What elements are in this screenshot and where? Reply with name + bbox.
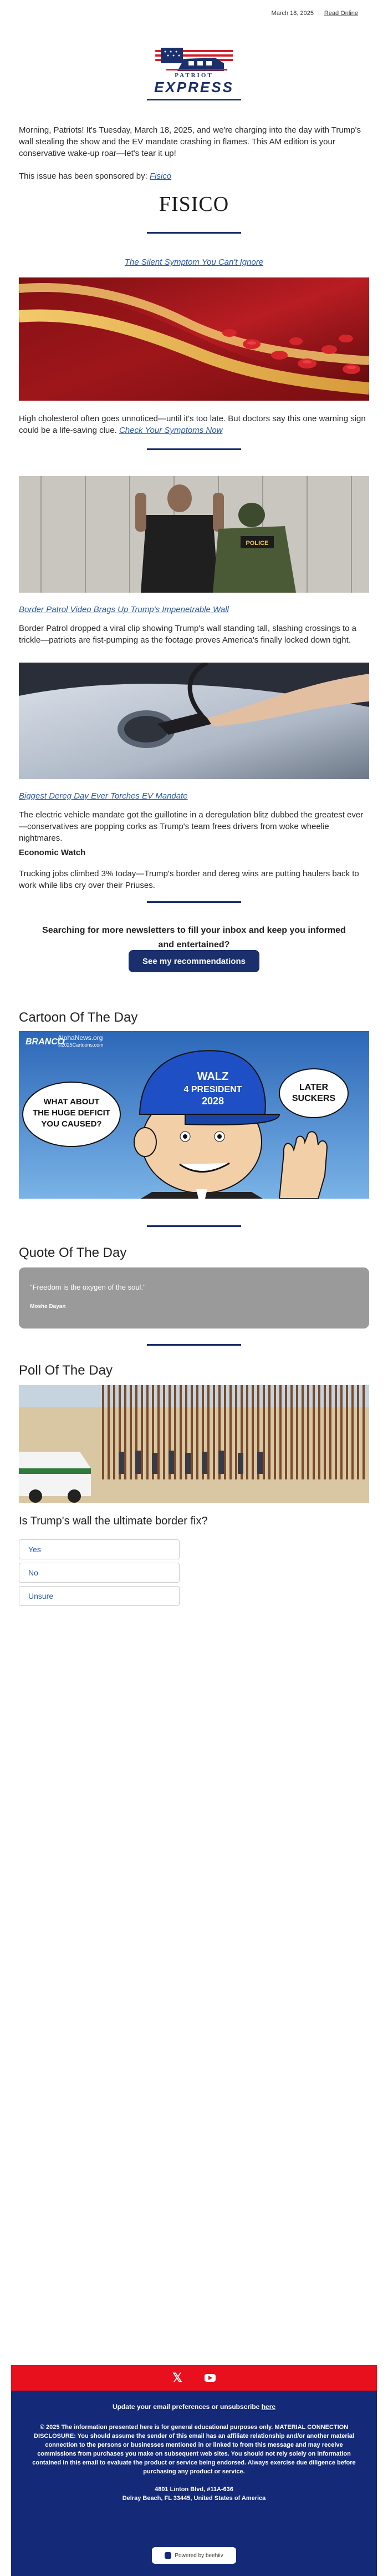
beehiiv-icon <box>165 2552 171 2559</box>
cartoon-heading: Cartoon Of The Day <box>19 1010 138 1025</box>
youtube-icon[interactable] <box>205 2374 216 2382</box>
divider <box>147 448 241 450</box>
divider <box>147 99 241 100</box>
poll-option-no[interactable]: No <box>19 1563 180 1583</box>
story1-title-link[interactable]: Border Patrol Video Brags Up Trump's Impenetrable Wall <box>19 605 229 614</box>
social-bar <box>11 2365 377 2391</box>
poll-heading: Poll Of The Day <box>19 1363 113 1378</box>
border-patrol-image[interactable] <box>19 476 369 593</box>
hat-line1: WALZ <box>197 1070 229 1083</box>
footer <box>11 2365 377 2576</box>
preferences-text: Update your email preferences or unsubscribe <box>112 2403 262 2411</box>
fisico-logo-text: FISICO <box>159 193 229 216</box>
recommendations-prompt: Searching for more newsletters to fill your inbox and keep you informed and entertained? <box>42 926 346 949</box>
poll-option-unsure[interactable]: Unsure <box>19 1586 180 1606</box>
logo-line1: PATRIOT <box>175 72 213 79</box>
see-recommendations-button[interactable]: See my recommendations <box>129 950 259 972</box>
read-online-link[interactable]: Read Online <box>324 10 358 17</box>
powered-by-text: Powered by beehiiv <box>175 2552 223 2559</box>
hat-line2: 4 PRESIDENT <box>183 1085 242 1094</box>
ad-headline-link[interactable]: The Silent Symptom You Can't Ignore <box>124 257 264 267</box>
intro-text: Morning, Patriots! It's Tuesday, March 18, 2025, and we're charging into the day with Trump's wall stealing the show and the EV mandate crashing in flames. This AM edition is your conservative wake-up roar—let's tear it up! <box>19 125 361 158</box>
fisico-logo[interactable] <box>159 192 229 216</box>
patriot-express-logo[interactable] <box>154 47 234 96</box>
poll-option-yes[interactable]: Yes <box>19 1539 180 1559</box>
police-badge-text: POLICE <box>246 540 269 547</box>
issue-date: March 18, 2025 <box>271 10 314 17</box>
divider <box>147 901 241 903</box>
sponsor-prefix: This issue has been sponsored by: <box>19 171 150 181</box>
quote-author: Moshe Dayan <box>30 1304 66 1310</box>
train-flag-icon <box>155 47 233 72</box>
cartoon-image[interactable] <box>19 1031 369 1199</box>
divider <box>147 232 241 234</box>
quote-heading: Quote Of The Day <box>19 1245 127 1260</box>
top-bar <box>17 0 371 27</box>
quote-box <box>19 1267 369 1329</box>
svg-text:YOU CAUSED?: YOU CAUSED? <box>41 1119 102 1129</box>
story2-body: The electric vehicle mandate got the guillotine in a deregulation blitz dubbed the greatest ever—conservatives are popping corks as Trump's team frees drivers from woke wheelie nightmares. <box>19 810 364 843</box>
svg-text:LATER: LATER <box>299 1083 329 1092</box>
hat-line3: 2028 <box>201 1095 224 1107</box>
border-wall-image[interactable] <box>19 1385 369 1503</box>
legal-disclosure: © 2025 The information presented here is for general educational purposes only. MATERIAL CONNECTION DISCLOSURE: You should assume the sender of this email has an affiliate relationship and/or another material connection to the persons or businesses mentioned in or linked to from this message and may receive commissions from purchases you make on subsequent web sites. You should not rely solely on information contained in this email to evaluate the product or service being endorsed. Always exercise due diligence before purchasing any product or service. <box>32 2424 356 2475</box>
divider <box>147 1344 241 1346</box>
cartoon-site1: AlphaNews.org <box>58 1034 103 1042</box>
logo-line2: EXPRESS <box>154 79 234 95</box>
story1-body: Border Patrol dropped a viral clip showing Trump's wall standing tall, slashing crossings to a trickle—patriots are fist-pumping as the footage proves America's finally locked down tight. <box>19 624 356 645</box>
unsubscribe-link[interactable]: here <box>261 2403 276 2411</box>
svg-text:SUCKERS: SUCKERS <box>292 1094 336 1103</box>
quote-text: "Freedom is the oxygen of the soul." <box>30 1283 146 1291</box>
ad-body-text: High cholesterol often goes unnoticed—until it's too late. But doctors say this one warning sign could be a life-saving clue. <box>19 414 366 435</box>
sponsor-line <box>19 170 369 182</box>
sponsor-link[interactable]: Fisico <box>149 171 172 181</box>
svg-text:THE HUGE DEFICIT: THE HUGE DEFICIT <box>32 1108 111 1118</box>
cartoon-site2: ©2025Cartoons.com <box>58 1042 104 1048</box>
divider <box>147 1225 241 1227</box>
svg-text:WHAT ABOUT: WHAT ABOUT <box>43 1097 100 1107</box>
ad-body <box>19 413 369 436</box>
header-separator: | <box>318 10 320 17</box>
x-icon[interactable]: 𝕏 <box>172 2371 182 2385</box>
powered-by-beehiiv[interactable] <box>152 2547 236 2564</box>
economic-watch-heading: Economic Watch <box>19 848 86 857</box>
story2-title-link[interactable]: Biggest Dereg Day Ever Torches EV Mandate <box>19 791 188 801</box>
poll-question: Is Trump's wall the ultimate border fix? <box>19 1515 208 1527</box>
address-line1: 4801 Linton Blvd, #11A-636 <box>155 2486 233 2493</box>
economic-watch-body: Trucking jobs climbed 3% today—Trump's border and dereg wins are putting haulers back to work while libs cry over their Priuses. <box>19 869 359 890</box>
cholesterol-artery-image[interactable] <box>19 277 369 401</box>
ev-charging-image[interactable] <box>19 663 369 779</box>
preferences-line <box>11 2403 377 2411</box>
check-symptoms-link[interactable]: Check Your Symptoms Now <box>119 426 223 435</box>
address-line2: Delray Beach, FL 33445, United States of America <box>122 2495 266 2502</box>
cartoon-brand: BRANCO <box>25 1037 65 1047</box>
